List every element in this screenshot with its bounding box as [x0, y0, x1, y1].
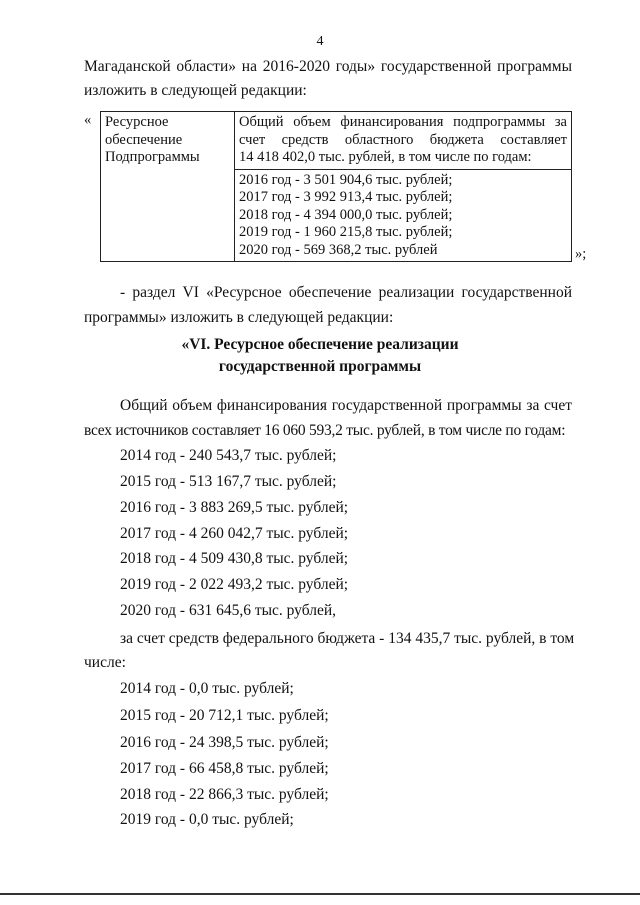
table-open-quote: « — [84, 112, 92, 128]
page-bottom-rule — [0, 893, 640, 895]
federal-year-2019: 2019 год - 0,0 тыс. рублей; — [120, 811, 294, 828]
resource-label-line: Ресурсное — [105, 114, 169, 130]
federal-line-1: за счет средств федерального бюджета - 134 435,7 тыс. рублей, в том — [120, 630, 575, 647]
table-close-quote: »; — [575, 246, 587, 262]
section-heading-line-1: «VI. Ресурсное обеспечение реализации — [181, 336, 459, 353]
section-line-1: - раздел VI «Ресурсное обеспечение реализации государственной — [120, 284, 572, 301]
year-line: 2016 год - 3 501 904,6 тыс. рублей; — [239, 171, 453, 188]
resource-table — [100, 111, 572, 262]
total-year-2017: 2017 год - 4 260 042,7 тыс. рублей; — [120, 525, 349, 542]
federal-year-2018: 2018 год - 22 866,3 тыс. рублей; — [120, 786, 329, 803]
intro-line-2: изложить в следующей редакции: — [84, 82, 307, 99]
total-year-2015: 2015 год - 513 167,7 тыс. рублей; — [120, 473, 337, 490]
resource-label-cell — [101, 112, 235, 262]
federal-year-2017: 2017 год - 66 458,8 тыс. рублей; — [120, 760, 329, 777]
summary-line: счет средств областного бюджета составляет — [239, 131, 567, 148]
section-line-2: программы» изложить в следующей редакции: — [84, 309, 394, 326]
total-year-2018: 2018 год - 4 509 430,8 тыс. рублей; — [120, 550, 349, 567]
year-line: 2017 год - 3 992 913,4 тыс. рублей; — [239, 189, 453, 205]
federal-year-2016: 2016 год - 24 398,5 тыс. рублей; — [120, 734, 329, 751]
summary-line: 14 418 402,0 тыс. рублей, в том числе по годам: — [239, 149, 532, 165]
year-line: 2019 год - 1 960 215,8 тыс. рублей; — [239, 224, 453, 240]
resource-label-line: Подпрограммы — [105, 149, 200, 165]
resource-label-line: обеспечение — [105, 131, 183, 148]
total-year-2016: 2016 год - 3 883 269,5 тыс. рублей; — [120, 499, 349, 516]
year-line: 2020 год - 569 368,2 тыс. рублей — [239, 241, 438, 258]
federal-line-2: числе: — [84, 654, 126, 671]
year-line: 2018 год - 4 394 000,0 тыс. рублей; — [239, 206, 453, 223]
federal-year-2014: 2014 год - 0,0 тыс. рублей; — [120, 680, 294, 697]
total-year-2019: 2019 год - 2 022 493,2 тыс. рублей; — [120, 576, 349, 593]
page-number: 4 — [316, 34, 324, 49]
federal-year-2015: 2015 год - 20 712,1 тыс. рублей; — [120, 707, 329, 724]
resource-years-cell — [235, 169, 572, 262]
intro-line-1: Магаданской области» на 2016-2020 годы» государственной программы — [84, 58, 572, 75]
total-line-2: всех источников составляет 16 060 593,2 тыс. рублей, в том числе по годам: — [84, 422, 566, 439]
summary-line: Общий объем финансирования подпрограммы за — [239, 114, 567, 130]
total-year-2020: 2020 год - 631 645,6 тыс. рублей, — [120, 602, 337, 619]
total-line-1: Общий объем финансирования государственной программы за счет — [120, 397, 572, 414]
total-year-2014: 2014 год - 240 543,7 тыс. рублей; — [120, 447, 337, 464]
resource-summary-cell — [235, 112, 572, 170]
section-heading-line-2: государственной программы — [218, 358, 422, 375]
